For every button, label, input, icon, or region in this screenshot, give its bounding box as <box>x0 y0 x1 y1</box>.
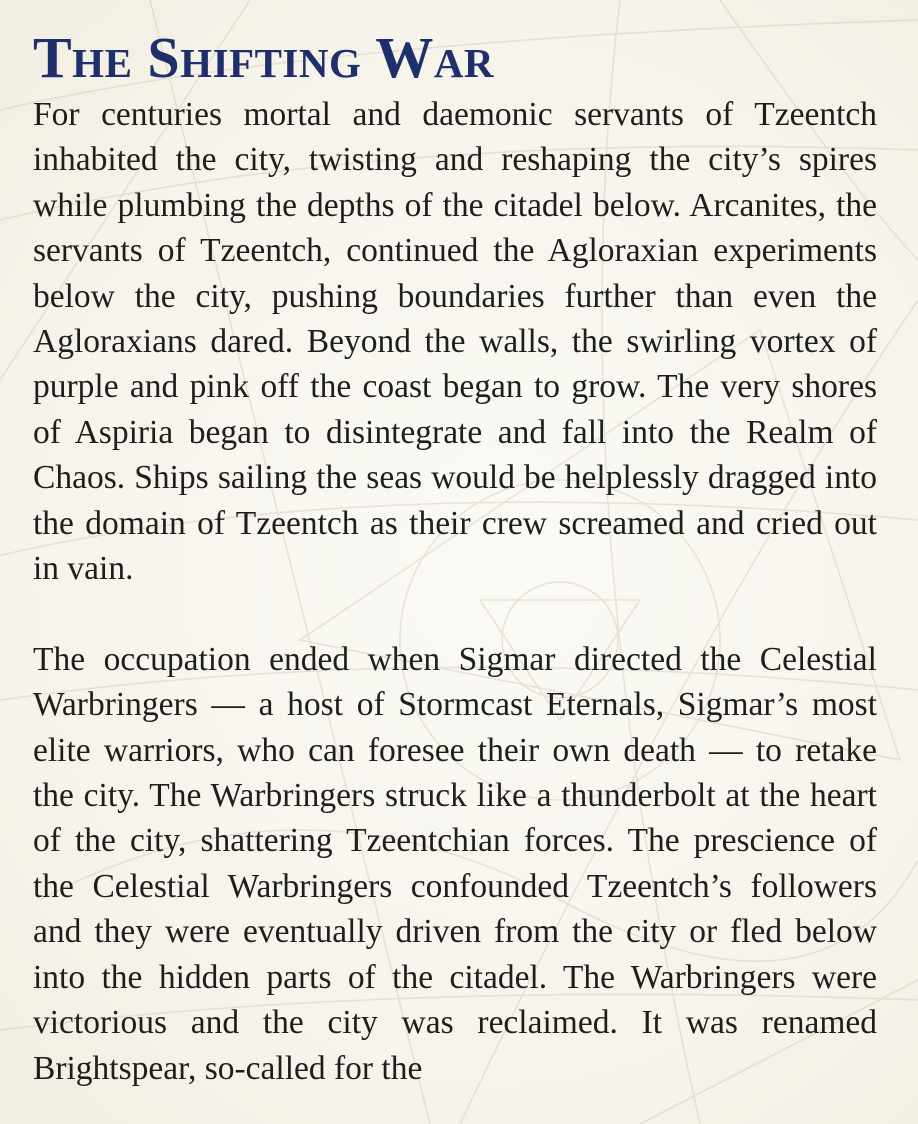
paragraph: For centuries mortal and daemonic servants of Tzeentch inhabited the city, twisting and reshaping the city’s spires while plumbing the depths of the citadel below. Arcanites, the servants of Tzeentch, continued the Agloraxian experiments below the city, pushing boundaries further than even the Agloraxians dared. Beyond the walls, the swirling vortex of purple and pink off the coast began to grow. The very shores of Aspiria began to disintegrate and fall into the Realm of Chaos. Ships sailing the seas would be helplessly dragged into the domain of Tzeentch as their crew screamed and cried out in vain. <box>33 96 877 588</box>
paragraph: The occupation ended when Sigmar directed the Celestial Warbringers — a host of Stormcast Eternals, Sigmar’s most elite warriors, who can foresee their own death — to retake the city. The Warbringers struck like a thunderbolt at the heart of the city, shattering Tzeentchian forces. The prescience of the Celestial Warbringers confounded Tzeentch’s followers and they were eventually driven from the city or fled below into the hidden parts of the citadel. The Warbringers were victorious and the city was reclaimed. It was renamed Brightspear, so-called for the <box>33 640 877 1087</box>
body-text <box>33 92 877 1091</box>
section-title: The Shifting War <box>33 25 495 90</box>
